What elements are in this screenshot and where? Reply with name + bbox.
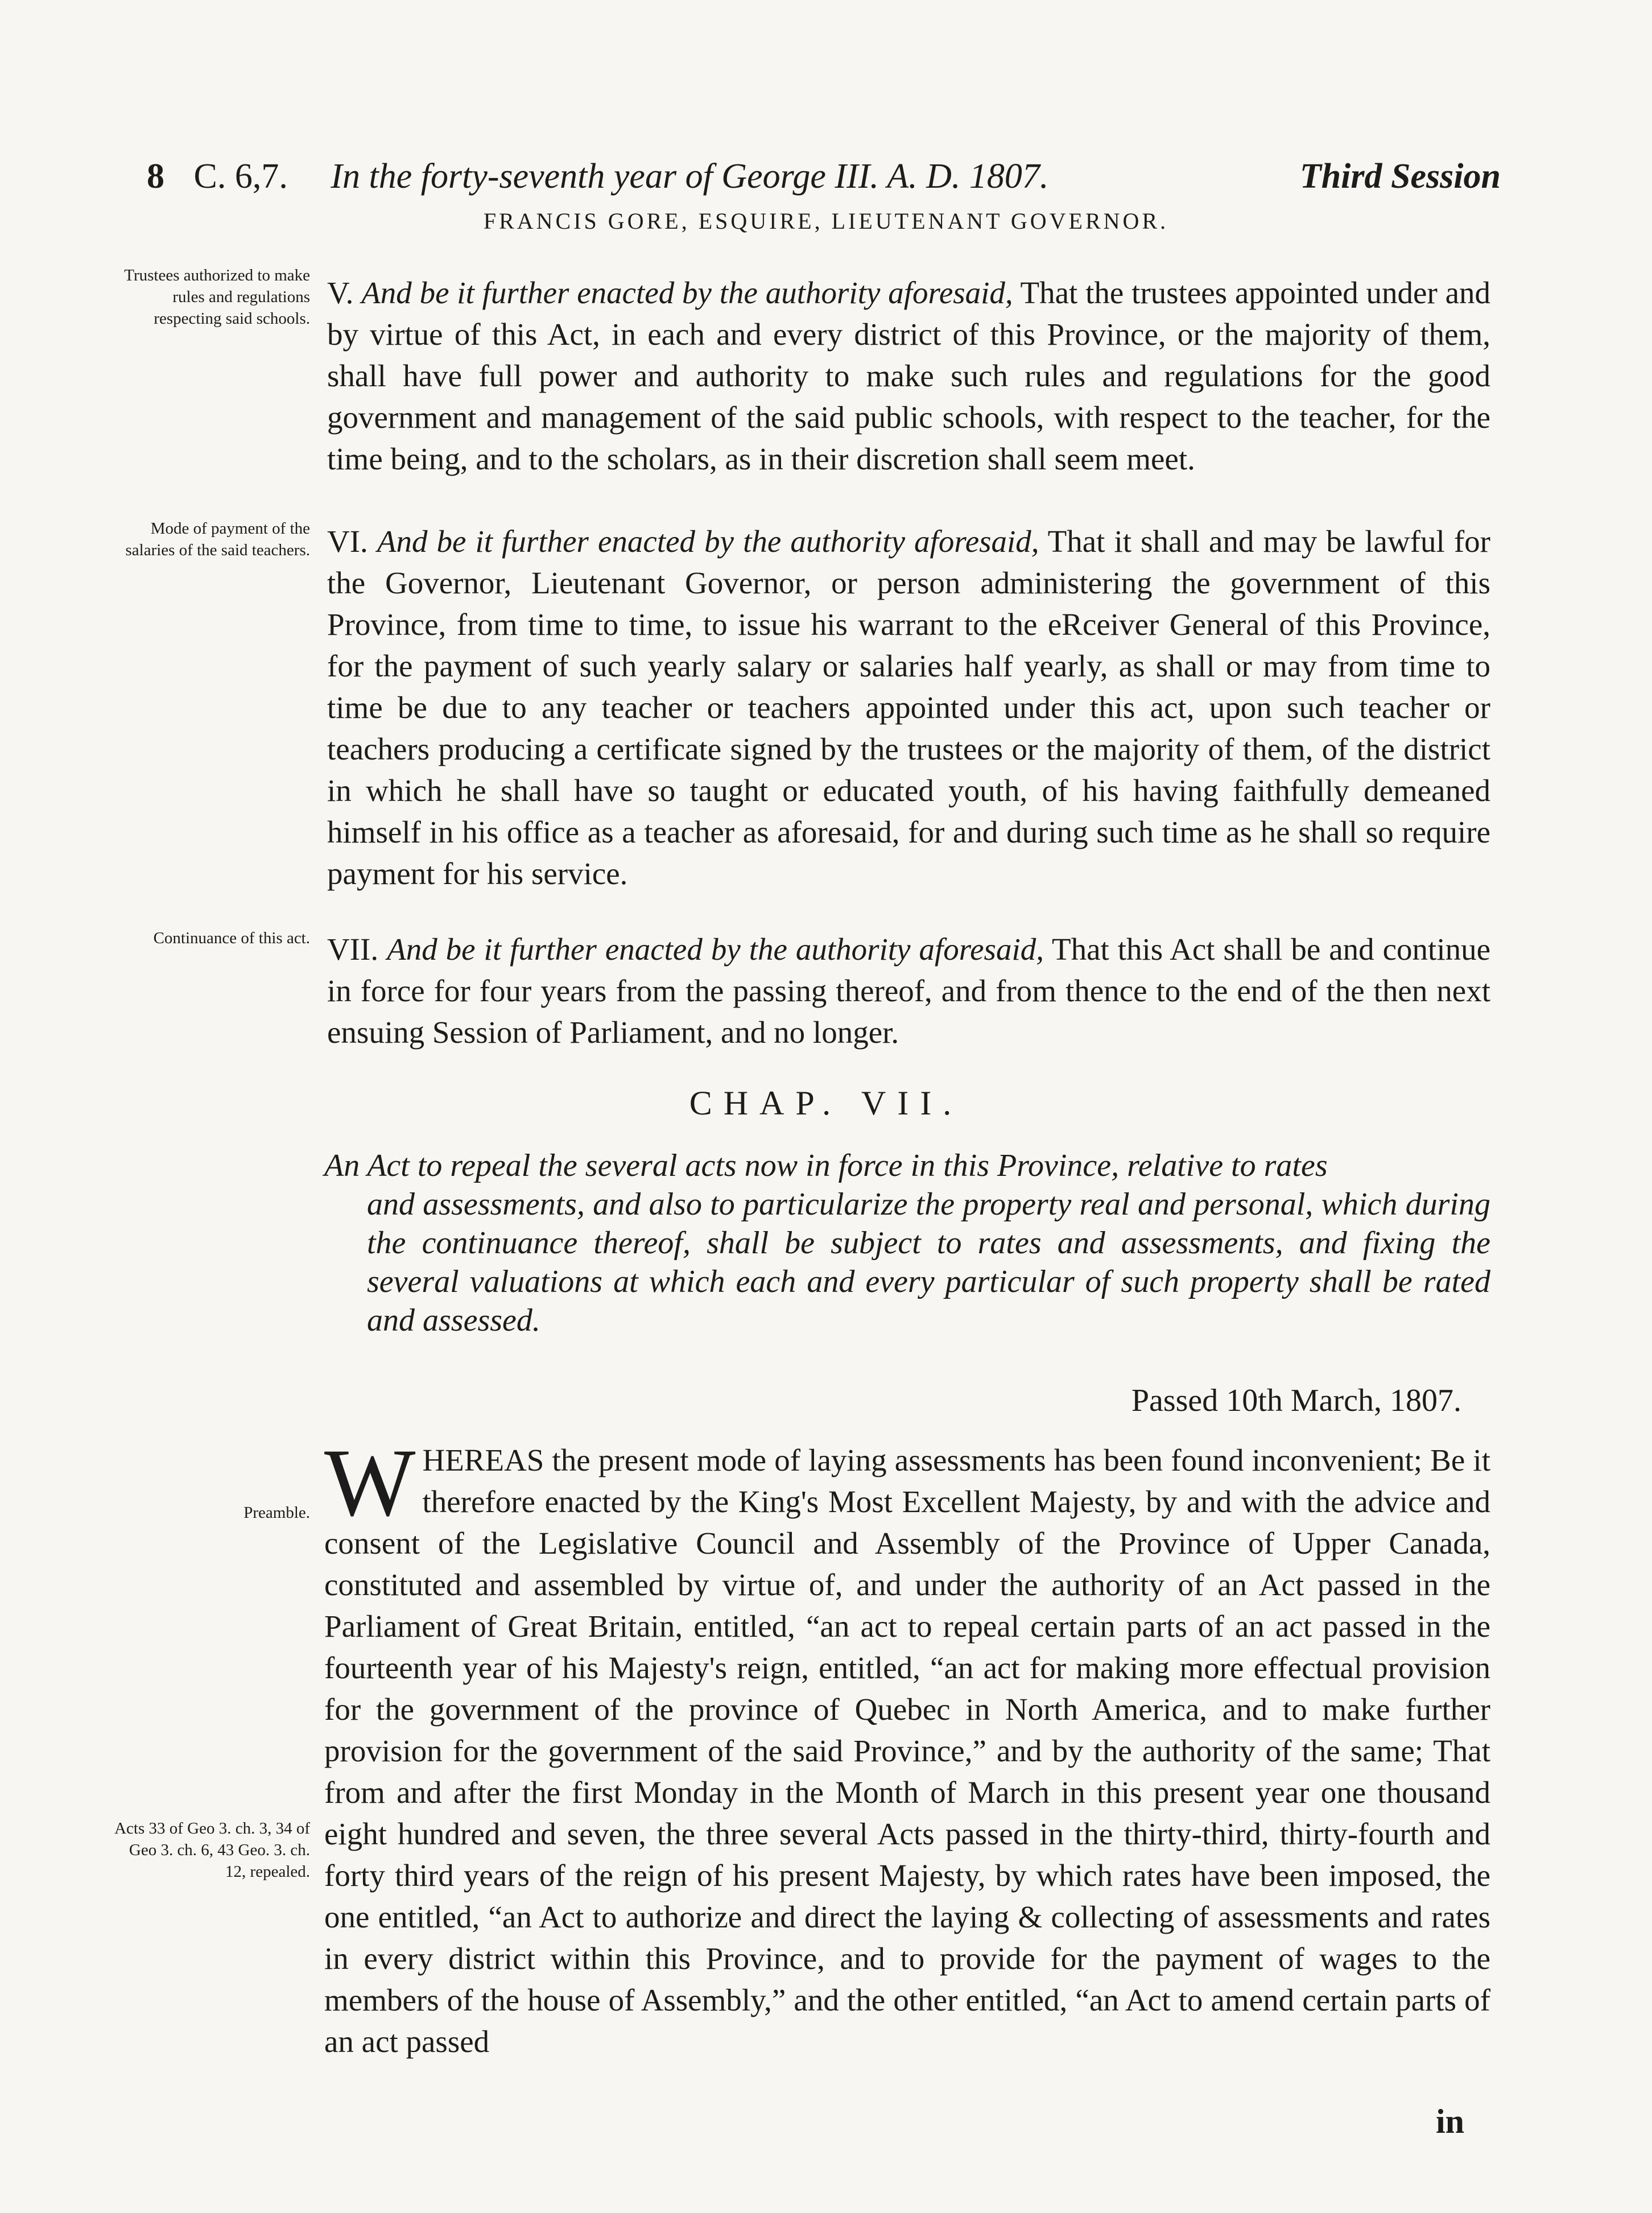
section-text: That this Act shall be and continue in force for four years from the passing thereof, and from thence to the end of the then next ensuing Session of Parliament, and no longer.: [327, 932, 1491, 1050]
drop-cap: W: [324, 1429, 416, 1536]
margin-note-section-6: Mode of payment of the salaries of the said teachers.: [125, 519, 310, 559]
margin-note-section-7: Continuance of this act.: [153, 929, 310, 947]
preamble-text-block: [324, 1429, 1490, 2062]
page-number: 8: [147, 157, 164, 196]
chapter-title: CHAP. VII.: [689, 1084, 963, 1122]
section-7: [327, 928, 1490, 1053]
section-number: V.: [327, 275, 354, 310]
catchword: in: [1435, 2103, 1464, 2140]
running-header: [147, 156, 1501, 197]
regnal-year-line: In the forty-seventh year of George III. A. D. 1807.: [331, 157, 1049, 196]
act-long-title: [324, 1146, 1490, 1340]
section-text: That the trustees appointed under and by virtue of this Act, in each and every district of this Province, or the majority of them, shall have full power and authority to make such rules and regulations for the good government and management of the said public schools, with respect to the teacher, for the time being, and to the scholars, as in their discretion shall seem meet.: [327, 275, 1490, 476]
section-enacting-clause: And be it further enacted by the authority aforesaid,: [387, 932, 1044, 967]
margin-note-repealed-acts: Acts 33 of Geo 3. ch. 3, 34 of Geo 3. ch. 6, 43 Geo. 3. ch. 12, repealed.: [114, 1819, 310, 1881]
section-text: That it shall and may be lawful for the Governor, Lieutenant Governor, or person administering the government of this Province, from time to time, to issue his warrant to the eRceiver General of this Province, for the payment of such yearly salary or salaries half yearly, as shall or may from time to time be due to any teacher or teachers appointed under this act, upon such teacher or teachers producing a certificate signed by the trustees or the majority of them, of the district in which he shall have so taught or educated youth, of his having faithfully demeaned himself in his office as a teacher as aforesaid, for and during such time as he shall so require payment for his service.: [327, 524, 1490, 891]
margin-note-preamble: Preamble.: [243, 1504, 310, 1522]
passed-date: Passed 10th March, 1807.: [1131, 1383, 1461, 1418]
section-5: [327, 272, 1490, 480]
section-enacting-clause: And be it further enacted by the authority aforesaid,: [377, 524, 1039, 559]
section-6: [327, 521, 1490, 894]
governor-line: FRANCIS GORE, ESQUIRE, LIEUTENANT GOVERNOR.: [483, 208, 1169, 234]
section-enacting-clause: And be it further enacted by the authority aforesaid,: [361, 275, 1013, 310]
act-title-continuation: and assessments, and also to particularize the property real and personal, which during the continuance thereof, shall be subject to rates and assessments, and fixing the several valuations at which each and every particular of such property shall be rated and assessed.: [367, 1187, 1490, 1338]
section-number: VII.: [327, 932, 379, 967]
section-number: VI.: [327, 524, 368, 559]
session-label: Third Session: [1299, 157, 1501, 196]
margin-note-section-5: Trustees authorized to make rules and regulations respecting said schools.: [124, 266, 310, 328]
chapter-reference: C. 6,7.: [193, 157, 288, 196]
act-title-first-line: An Act to repeal the several acts now in force in this Province, relative to rates: [324, 1148, 1328, 1183]
preamble-text: HEREAS the present mode of laying assessments has been found inconvenient; Be it therefore enacted by the King's Most Excellent Majesty, by and with the advice and consent of the Legislative Council and Assembly of the Province of Upper Canada, constituted and assembled by virtue of, and under the authority of an Act passed in the Parliament of Great Britain, entitled, “an act to repeal certain parts of an act passed in the fourteenth year of his Majesty's reign, entitled, “an act for making more effectual provision for the government of the province of Quebec in North America, and to make further provision for the government of the said Province,” and by the authority of the same; That from and after the first Monday in the Month of March in this present year one thousand eight hundred and seven, the three several Acts passed in the thirty-third, thirty-fourth and forty third years of the reign of his present Majesty, by which rates have been imposed, the one entitled, “an Act to authorize and direct the laying & collecting of assessments and rates in every district within this Province, and to provide for the payment of wages to the members of the house of Assembly,” and the other entitled, “an Act to amend certain parts of an act passed: [324, 1443, 1490, 2059]
